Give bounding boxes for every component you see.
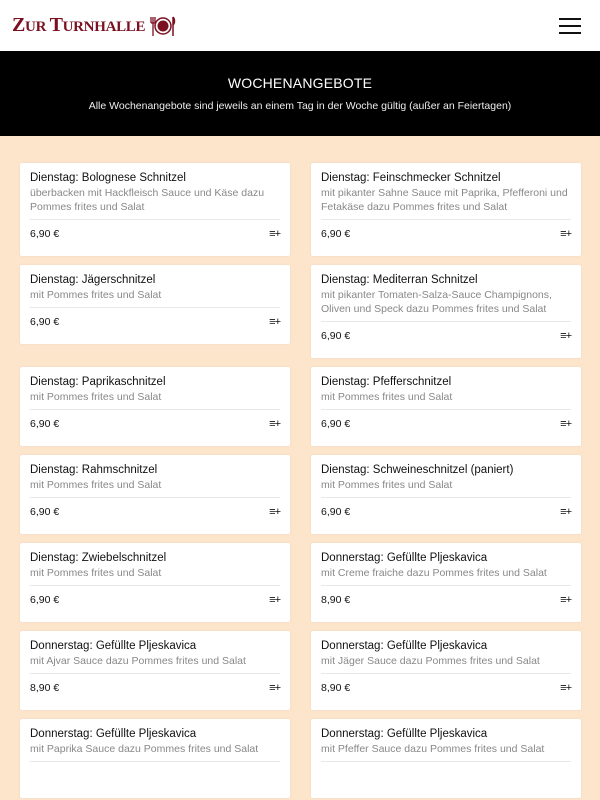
item-price: 8,90 € (321, 594, 351, 606)
price-row (321, 762, 571, 790)
item-description: mit Jäger Sauce dazu Pommes frites und Salat (321, 655, 540, 667)
menu-button[interactable] (559, 18, 581, 34)
item-description: mit Pommes frites und Salat (30, 289, 162, 301)
item-title: Donnerstag: Gefüllte Pljeskavica (321, 552, 488, 564)
menu-item-card (311, 265, 581, 358)
menu-item-card (20, 367, 290, 446)
item-title: Dienstag: Schweineschnitzel (paniert) (321, 464, 514, 476)
add-to-order-icon[interactable]: ≡+ (269, 506, 280, 518)
item-title: Dienstag: Mediterran Schnitzel (321, 274, 478, 286)
item-description: mit Pommes frites und Salat (30, 391, 162, 403)
add-to-order-icon[interactable]: ≡+ (269, 682, 280, 694)
item-description: mit Pommes frites und Salat (321, 391, 453, 403)
item-price: 6,90 € (321, 418, 351, 430)
item-title: Donnerstag: Gefüllte Pljeskavica (30, 640, 197, 652)
item-price: 6,90 € (30, 316, 60, 328)
add-to-order-icon[interactable]: ≡+ (560, 418, 571, 430)
item-title: Donnerstag: Gefüllte Pljeskavica (30, 728, 197, 740)
menu-item-card (20, 543, 290, 622)
menu-item-card (20, 265, 290, 344)
item-title: Dienstag: Bolognese Schnitzel (30, 172, 186, 184)
add-to-order-icon[interactable]: ≡+ (560, 682, 571, 694)
item-price: 6,90 € (30, 594, 60, 606)
menu-item-card (311, 455, 581, 534)
item-description: mit Pommes frites und Salat (321, 479, 453, 491)
item-description: mit Pommes frites und Salat (30, 567, 162, 579)
item-price: 8,90 € (30, 682, 60, 694)
item-description: mit pikanter Tomaten-Salza-Sauce Champignons, Oliven und Speck dazu Pommes frites und Salat (321, 289, 552, 315)
menu-item-card (20, 631, 290, 710)
item-description: mit Pfeffer Sauce dazu Pommes frites und Salat (321, 743, 545, 755)
menu-item-card (311, 367, 581, 446)
page-title: WOCHENANGEBOTE (227, 75, 373, 91)
page-header (0, 51, 600, 136)
item-title: Dienstag: Rahmschnitzel (30, 464, 158, 476)
top-bar (0, 0, 600, 51)
add-to-order-icon[interactable]: ≡+ (269, 594, 280, 606)
item-price: 6,90 € (321, 330, 351, 342)
menu-item-card (311, 163, 581, 256)
price-row (30, 762, 280, 790)
item-title: Dienstag: Feinschmecker Schnitzel (321, 172, 501, 184)
item-title: Dienstag: Pfefferschnitzel (321, 376, 452, 388)
logo-text: ZUR TURNHALLE (12, 14, 146, 36)
item-price: 6,90 € (321, 228, 351, 240)
item-price: 8,90 € (321, 682, 351, 694)
logo[interactable] (12, 14, 176, 37)
menu-item-card (20, 163, 290, 256)
item-description: mit Creme fraiche dazu Pommes frites und Salat (321, 567, 547, 579)
add-to-order-icon[interactable]: ≡+ (560, 330, 571, 342)
add-to-order-icon[interactable]: ≡+ (269, 316, 280, 328)
item-price: 6,90 € (30, 418, 60, 430)
item-title: Donnerstag: Gefüllte Pljeskavica (321, 640, 488, 652)
item-title: Donnerstag: Gefüllte Pljeskavica (321, 728, 488, 740)
menu-item-card (311, 543, 581, 622)
add-to-order-icon[interactable]: ≡+ (560, 506, 571, 518)
item-description: mit Paprika Sauce dazu Pommes frites und Salat (30, 743, 259, 755)
add-to-order-icon[interactable]: ≡+ (560, 228, 571, 240)
item-description: überbacken mit Hackfleisch Sauce und Käse dazu Pommes frites und Salat (30, 187, 265, 213)
item-description: mit Ajvar Sauce dazu Pommes frites und Salat (30, 655, 246, 667)
page-subtitle: Alle Wochenangebote sind jeweils an einem Tag in der Woche gültig (außer an Feiertagen) (88, 100, 512, 112)
add-to-order-icon[interactable]: ≡+ (269, 228, 280, 240)
menu-item-card (20, 455, 290, 534)
item-description: mit pikanter Sahne Sauce mit Paprika, Pfefferoni und Fetakäse dazu Pommes frites und Salat (321, 187, 568, 213)
menu-item-card (20, 719, 290, 798)
item-title: Dienstag: Jägerschnitzel (30, 274, 156, 286)
add-to-order-icon[interactable]: ≡+ (269, 418, 280, 430)
item-price: 6,90 € (30, 228, 60, 240)
add-to-order-icon[interactable]: ≡+ (560, 594, 571, 606)
menu-item-card (311, 631, 581, 710)
item-description: mit Pommes frites und Salat (30, 479, 162, 491)
item-title: Dienstag: Zwiebelschnitzel (30, 552, 167, 564)
item-price: 6,90 € (30, 506, 60, 518)
offers-grid (0, 136, 600, 798)
item-title: Dienstag: Paprikaschnitzel (30, 376, 166, 388)
plate-cutlery-icon (148, 15, 176, 37)
item-price: 6,90 € (321, 506, 351, 518)
menu-item-card (311, 719, 581, 798)
